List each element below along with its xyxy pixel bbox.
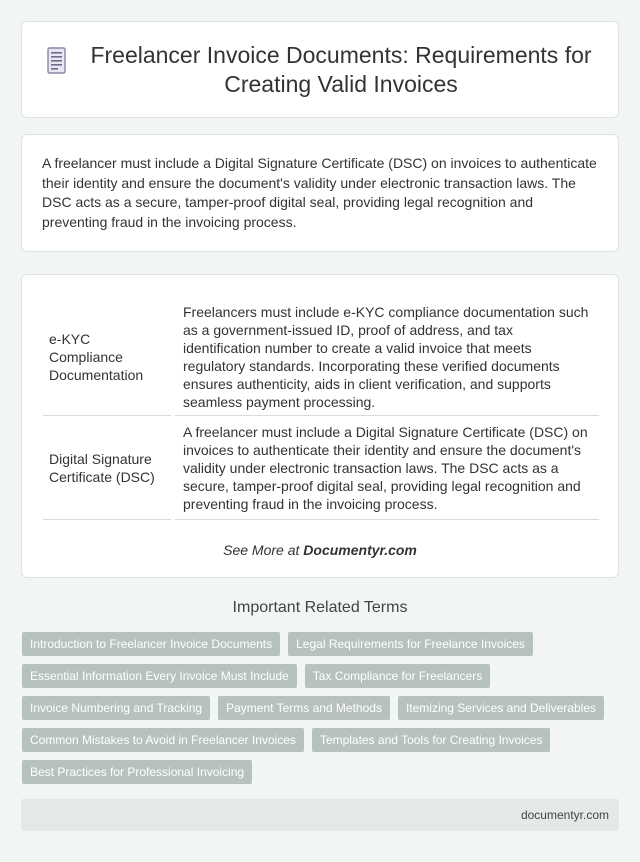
title-card xyxy=(21,21,619,118)
related-tag[interactable]: Best Practices for Professional Invoicing xyxy=(22,760,252,784)
footer-domain[interactable]: documentyr.com xyxy=(520,808,609,822)
see-more-link[interactable]: Documentyr.com xyxy=(303,542,417,558)
tag-row xyxy=(22,632,622,664)
table-row xyxy=(43,299,599,416)
term-cell: Digital Signature Certificate (DSC) xyxy=(43,416,171,520)
related-tag[interactable]: Invoice Numbering and Tracking xyxy=(22,696,210,720)
term-cell: e-KYC Compliance Documentation xyxy=(43,299,171,416)
description-cell: Freelancers must include e-KYC compliance documentation such as a government-issued ID, proof of address, and tax identification number to create a valid invoice that meets regulatory standards. Incorporating these verified documents ensures authenticity, aids in client verification, and supports seamless payment processing. xyxy=(175,299,599,416)
related-tag[interactable]: Common Mistakes to Avoid in Freelancer Invoices xyxy=(22,728,304,752)
related-tag[interactable]: Essential Information Every Invoice Must Include xyxy=(22,664,297,688)
related-tag[interactable]: Tax Compliance for Freelancers xyxy=(305,664,490,688)
see-more-prefix: See More at xyxy=(223,542,300,558)
documents-table xyxy=(43,299,599,520)
intro-card xyxy=(21,134,619,252)
intro-text: A freelancer must include a Digital Signature Certificate (DSC) on invoices to authenticate their identity and ensure the document's validity under electronic transaction laws. The DSC acts as a secure, tamper-proof digital seal, providing legal recognition and preventing fraud in the invoicing process. xyxy=(42,155,597,230)
footer xyxy=(21,799,619,831)
description-cell: A freelancer must include a Digital Signature Certificate (DSC) on invoices to authenticate their identity and ensure the document's validity under electronic transaction laws. The DSC acts as a secure, tamper-proof digital seal, providing legal recognition and preventing fraud in the invoicing process. xyxy=(175,416,599,520)
related-tag[interactable]: Payment Terms and Methods xyxy=(218,696,390,720)
related-tag[interactable]: Introduction to Freelancer Invoice Documents xyxy=(22,632,280,656)
tag-row xyxy=(22,728,622,760)
tag-row xyxy=(22,696,622,728)
related-tags xyxy=(22,632,622,792)
related-tag[interactable]: Itemizing Services and Deliverables xyxy=(398,696,604,720)
related-heading: Important Related Terms xyxy=(232,599,408,616)
title-wrap xyxy=(46,41,594,99)
document-icon xyxy=(46,47,68,77)
table-row xyxy=(43,416,599,520)
see-more xyxy=(43,542,597,558)
related-tag[interactable]: Templates and Tools for Creating Invoices xyxy=(312,728,551,752)
related-tag[interactable]: Legal Requirements for Freelance Invoices xyxy=(288,632,533,656)
table-card xyxy=(21,274,619,578)
tag-row xyxy=(22,664,622,696)
tag-row xyxy=(22,760,622,792)
page-title: Freelancer Invoice Documents: Requirements for Creating Valid Invoices xyxy=(90,41,592,97)
